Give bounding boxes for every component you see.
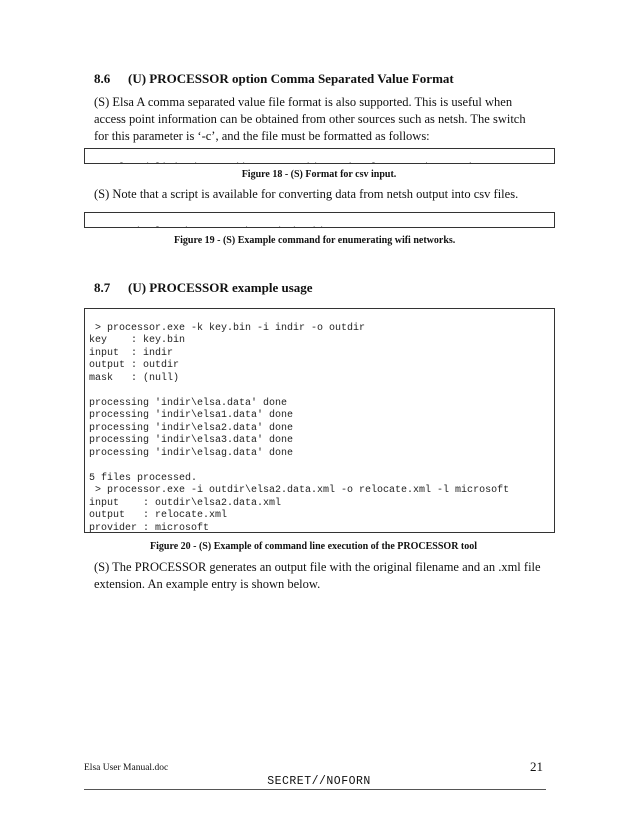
code-line: output : outdir [89,360,180,371]
classification-marking: SECRET//NOFORN [267,775,371,788]
code-line: output : relocate.xml [89,510,228,521]
code-line: input : indir [89,347,174,359]
section-8-6-heading [94,71,454,87]
code-line: processing 'indir\elsa.data' done [89,397,288,409]
example-usage-code-box [84,308,555,533]
footer-page-number: 21 [530,759,543,774]
paragraph-line: (S) The PROCESSOR generates an output file with the original filename and an .xml file [94,560,541,574]
netsh-note [94,186,518,203]
code-line: key : key.bin [89,335,186,346]
figure-20-caption: Figure 20 - (S) Example of command line execution of the PROCESSOR tool [150,541,478,552]
section-8-7-heading [94,280,313,296]
paragraph-line: for this parameter is ‘-c’, and the file must be formatted as follows: [94,129,430,143]
netsh-code-box [84,212,555,228]
code-line: input : outdir\elsa2.data.xml [89,497,282,509]
section-title: (U) PROCESSOR example usage [128,280,313,295]
section-number: 8.7 [94,280,111,295]
code-line [101,163,539,165]
code-line: processing 'indir\elsag.data' done [89,447,294,459]
paragraph-line: (S) Note that a script is available for converting data from netsh output into csv files. [94,187,519,201]
paragraph-line: access point information can be obtained from other sources such as netsh. The switch [94,112,526,126]
code-line: processing 'indir\elsa3.data' done [89,435,294,446]
section-title: (U) PROCESSOR option Comma Separated Value Format [128,71,454,86]
figure-19-caption: Figure 19 - (S) Example command for enumerating wifi networks. [174,235,456,246]
section-8-6-paragraph [94,94,526,145]
footer-doc-name: Elsa User Manual.doc [84,763,169,773]
code-line: processing 'indir\elsa1.data' done [89,410,294,421]
code-line: 5 files processed. [89,472,198,484]
code-line: > processor.exe -k key.bin -i indir -o outdir [89,322,366,334]
figure-18-caption: Figure 18 - (S) Format for csv input. [241,169,397,180]
code-line: processing 'indir\elsa2.data' done [89,422,294,434]
footer-divider [84,789,546,790]
code-line: > processor.exe -i outdir\elsa2.data.xml -o relocate.xml -l microsoft [89,485,510,496]
section-8-7-paragraph [94,559,541,593]
code-line [89,460,550,473]
code-line [101,227,323,229]
csv-format-code-box [84,148,555,164]
code-line [89,385,550,398]
code-line: provider : microsoft [89,522,210,533]
paragraph-line: extension. An example entry is shown below. [94,577,321,591]
code-line: mask : (null) [89,372,180,384]
paragraph-line: (S) Elsa A comma separated value file format is also supported. This is useful when [94,95,513,109]
section-number: 8.6 [94,71,111,86]
